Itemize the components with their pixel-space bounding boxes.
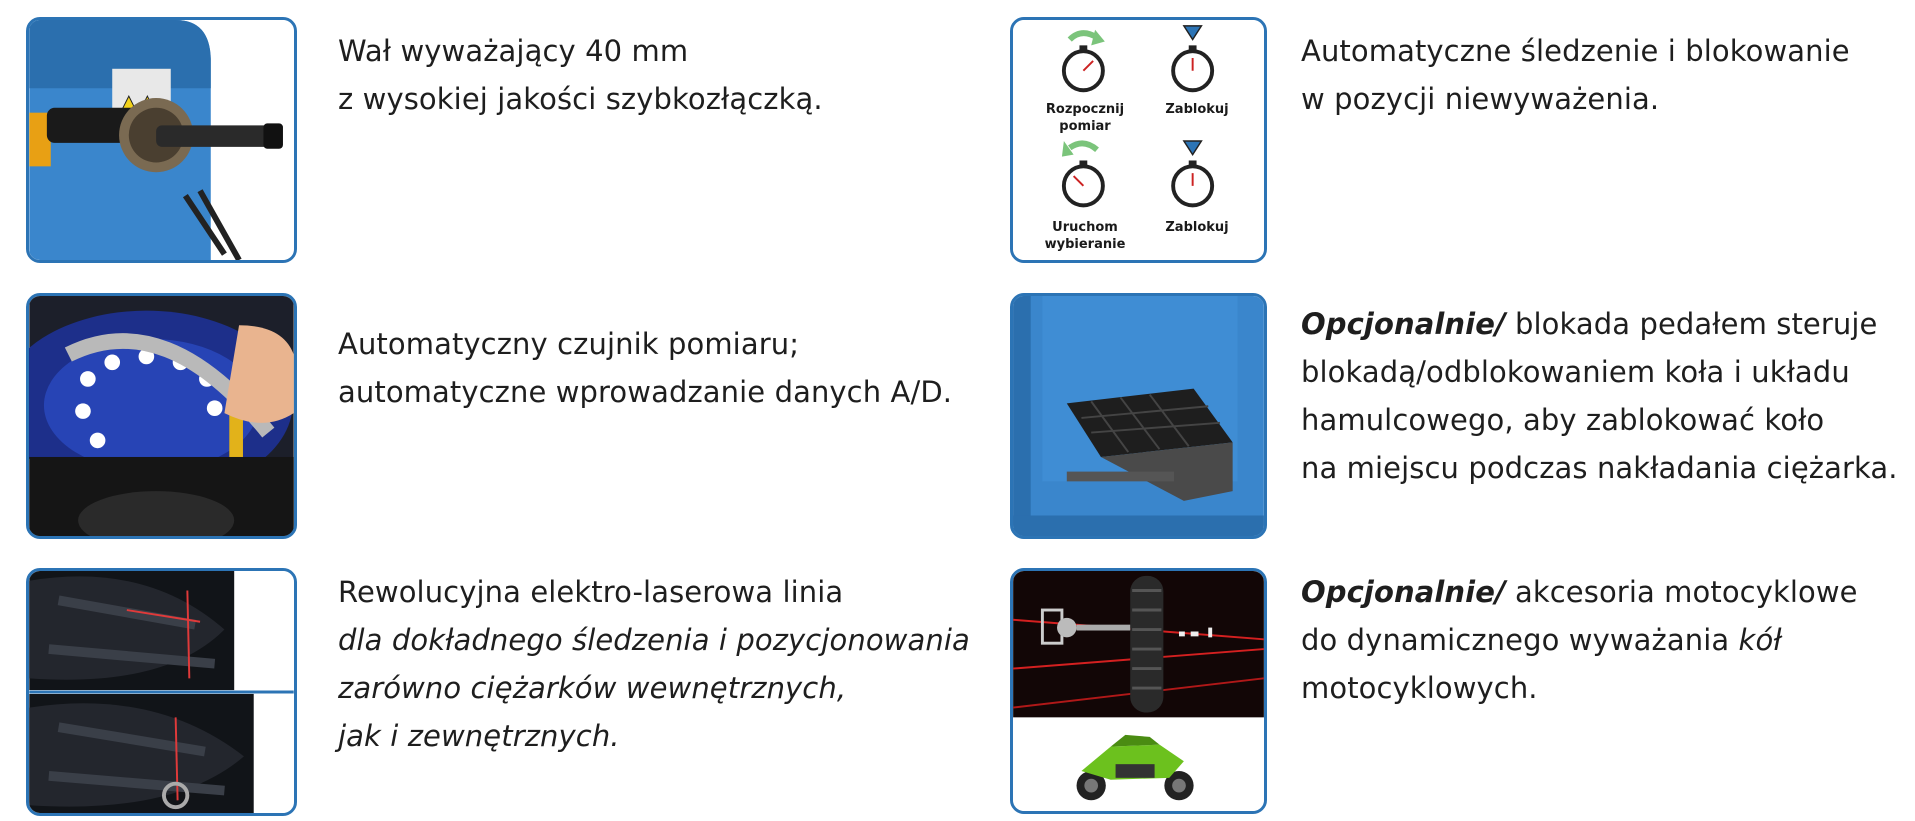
shaft-image [26,17,297,263]
tracking-line-2: w pozycji niewyważenia. [1301,82,1660,116]
moto-line-2-italic: kół [1738,623,1782,657]
moto-line-1: akcesoria motocyklowe [1505,575,1858,609]
lock-label-top: Zablokuj [1165,102,1229,117]
pedal-line-1: blokada pedałem steruje [1505,307,1878,341]
pedal-image [1010,293,1267,539]
laser-line-3: zarówno ciężarków wewnętrznych, [338,671,847,705]
tracking-line-1: Automatyczne śledzenie i blokowanie [1301,34,1850,68]
lock-label-bottom: Zablokuj [1165,220,1229,235]
start-select-label: Uruchom wybieranie [1044,220,1126,252]
sensor-illustration [29,296,294,536]
sensor-image [26,293,297,539]
laser-illustration [29,571,294,813]
moto-image [1010,568,1267,814]
laser-line-4: jak i zewnętrznych. [338,719,620,753]
moto-line-2: do dynamicznego wyważania [1301,623,1739,657]
start-measure-label: Rozpocznij pomiar [1045,102,1125,134]
laser-line-1: Rewolucyjna elektro-laserowa linia [338,575,844,609]
shaft-illustration [29,20,294,260]
pedal-line-4: na miejscu podczas nakładania ciężarka. [1301,451,1898,485]
pedal-line-2: blokadą/odblokowaniem koła i układu [1301,355,1850,389]
pedal-optional-label: Opcjonalnie/ [1301,307,1506,341]
moto-optional-label: Opcjonalnie/ [1301,575,1506,609]
shaft-line-2: z wysokiej jakości szybkozłączką. [338,82,823,116]
laser-line-2: dla dokładnego śledzenia i pozycjonowania [338,623,970,657]
sensor-line-2: automatyczne wprowadzanie danych A/D. [338,375,953,409]
shaft-line-1: Wał wyważający 40 mm [338,34,689,68]
moto-illustration [1013,571,1264,811]
laser-image [26,568,297,816]
sensor-line-1: Automatyczny czujnik pomiaru; [338,327,800,361]
pedal-illustration [1013,296,1264,536]
moto-line-3: motocyklowych. [1301,671,1538,705]
pedal-line-3: hamulcowego, aby zablokować koło [1301,403,1825,437]
tracking-panel [1010,17,1267,263]
